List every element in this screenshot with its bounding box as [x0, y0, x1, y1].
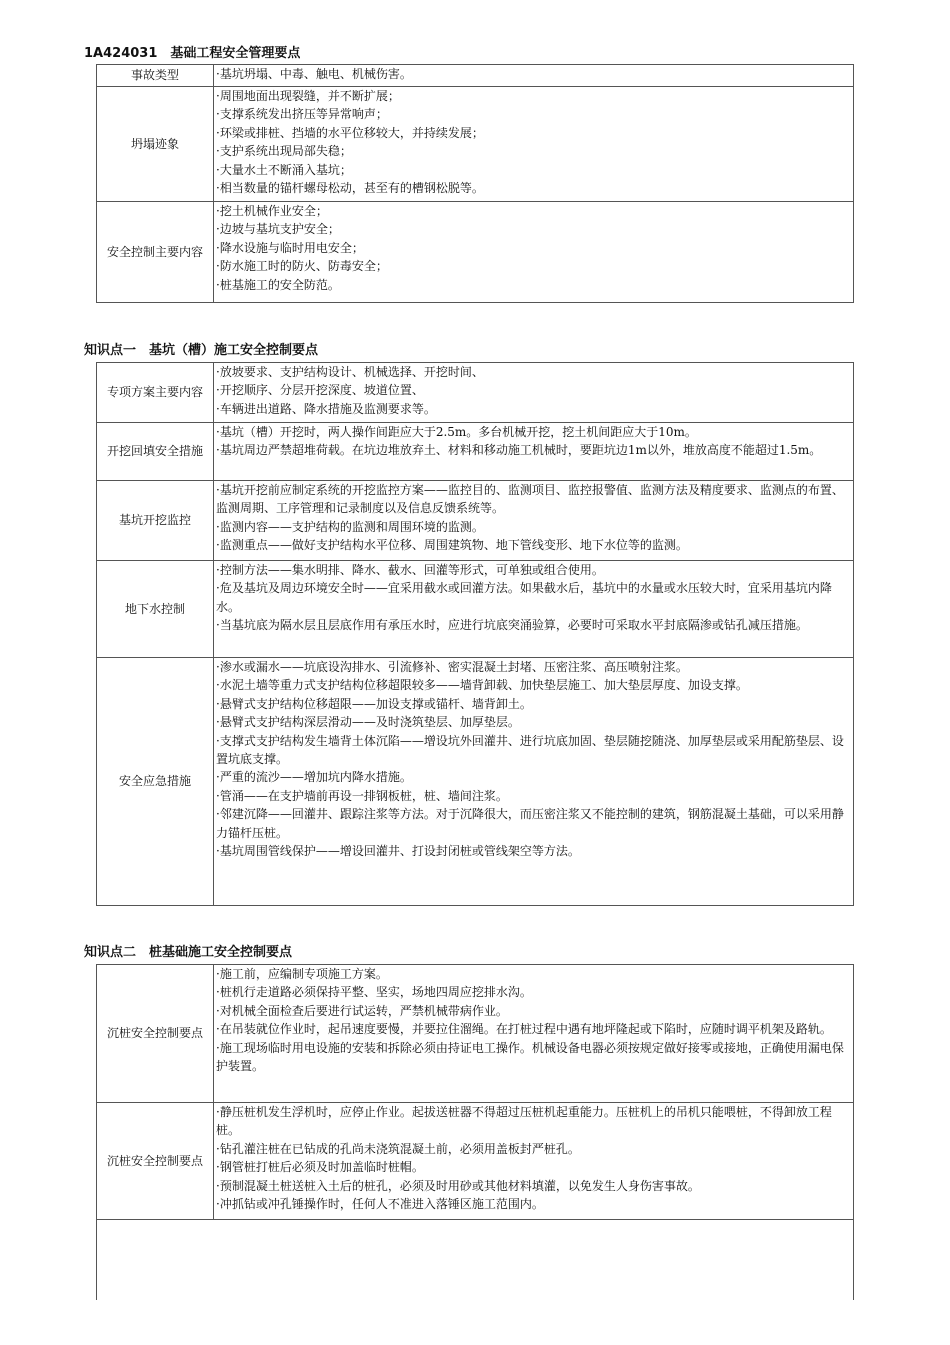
- section2-title: 知识点一 基坑（槽）施工安全控制要点: [84, 343, 319, 358]
- table-row: [97, 1103, 854, 1220]
- row-label: 地下水控制: [97, 561, 214, 658]
- table-row: [97, 202, 854, 303]
- content-line: ·桩基施工的安全防范。: [216, 277, 340, 292]
- content-line: ·施工现场临时用电设施的安装和拆除必须由持证电工操作。机械设备电器必须按规定做好接零或接地，正确使用漏电保护装置。: [216, 1040, 844, 1074]
- table-row: [97, 363, 854, 423]
- row-content: [214, 87, 854, 202]
- content-line: ·水泥土墙等重力式支护结构位移超限较多——墙背卸载、加快垫层施工、加大垫层厚度、加设支撑。: [216, 678, 748, 693]
- row-content: [214, 202, 854, 303]
- content-line: ·大量水土不断涌入基坑；: [216, 162, 352, 177]
- table-row: [97, 423, 854, 481]
- content-line: ·降水设施与临时用电安全；: [216, 240, 364, 255]
- content-line: ·环梁或排桩、挡墙的水平位移较大，并持续发展；: [216, 125, 484, 140]
- content-line: ·车辆进出道路、降水措施及监测要求等。: [216, 401, 436, 416]
- row-content: [214, 481, 854, 561]
- table-row: [97, 561, 854, 658]
- content-line: ·当基坑底为隔水层且层底作用有承压水时，应进行坑底突涌验算，必要时可采取水平封底隔渗或钻孔减压措施。: [216, 618, 808, 633]
- content-line: ·邻建沉降——回灌井、跟踪注浆等方法。对于沉降很大，而压密注浆又不能控制的建筑，钢筋混凝土基础，可以采用静力锚杆压桩。: [216, 807, 844, 840]
- content-line: ·基坑开挖前应制定系统的开挖监控方案——监控目的、监测项目、监控报警值、监测方法及精度要求、监测点的布置、监测周期、工序管理和记录制度以及信息反馈系统等。: [216, 483, 844, 516]
- blank-trailing-area: [96, 1220, 854, 1300]
- row-content: [214, 363, 854, 423]
- table-row: [97, 965, 854, 1103]
- row-label: 专项方案主要内容: [97, 363, 214, 423]
- row-label: 沉桩安全控制要点: [97, 965, 214, 1103]
- section3-title: 知识点二 桩基础施工安全控制要点: [84, 945, 293, 960]
- table-row: [97, 65, 854, 87]
- row-label: 沉桩安全控制要点: [97, 1103, 214, 1220]
- content-line: ·施工前，应编制专项施工方案。: [216, 967, 388, 981]
- content-line: ·放坡要求、支护结构设计、机械选择、开挖时间、: [216, 365, 484, 379]
- content-line: ·桩机行走道路必须保持平整、坚实，场地四周应挖排水沟。: [216, 985, 532, 1000]
- row-content: [214, 658, 854, 906]
- content-line: ·支撑系统发出挤压等异常响声；: [216, 107, 388, 122]
- safety-management-table: [96, 64, 854, 303]
- content-line: ·冲抓钻或冲孔锤操作时，任何人不准进入落锤区施工范围内。: [216, 1197, 544, 1212]
- content-line: ·悬臂式支护结构深层滑动——及时浇筑垫层、加厚垫层。: [216, 715, 520, 730]
- table-row: [97, 87, 854, 202]
- content-line: ·在吊装就位作业时，起吊速度要慢，并要拉住溜绳。在打桩过程中遇有地坪隆起或下陷时，应随时调平机架及路轨。: [216, 1022, 832, 1037]
- content-line: ·基坑（槽）开挖时，两人操作间距应大于2.5m。多台机械开挖，挖土机间距应大于10m。: [216, 425, 697, 439]
- content-line: ·悬臂式支护结构位移超限——加设支撑或锚杆、墙背卸土。: [216, 696, 532, 711]
- content-line: ·支撑式支护结构发生墙背土体沉陷——增设坑外回灌井、进行坑底加固、垫层随挖随浇、加厚垫层或采用配筋垫层、设置坑底支撑。: [216, 733, 844, 767]
- content-line: ·边坡与基坑支护安全；: [216, 222, 340, 237]
- content-line: ·渗水或漏水——坑底设沟排水、引流修补、密实混凝土封堵、压密注浆、高压喷射注浆。: [216, 660, 688, 674]
- row-content: [214, 423, 854, 481]
- row-content: [214, 965, 854, 1103]
- excavation-safety-table: [96, 362, 854, 906]
- content-line: ·控制方法——集水明排、降水、截水、回灌等形式，可单独或组合使用。: [216, 563, 604, 577]
- row-content: [214, 1103, 854, 1220]
- row-label: 基坑开挖监控: [97, 481, 214, 561]
- row-label: 安全应急措施: [97, 658, 214, 906]
- table-row: [97, 658, 854, 906]
- section2-table-wrap: [96, 362, 854, 906]
- content-line: ·基坑周边严禁超堆荷载。在坑边堆放弃土、材料和移动施工机械时，要距坑边1m以外，堆放高度不能超过1.5m。: [216, 443, 822, 458]
- row-label: 开挖回填安全措施: [97, 423, 214, 481]
- row-content: [214, 561, 854, 658]
- content-line: ·危及基坑及周边环境安全时——宜采用截水或回灌方法。如果截水后，基坑中的水量或水压较大时，宜采用基坑内降水。: [216, 581, 832, 614]
- content-line: ·严重的流沙——增加坑内降水措施。: [216, 770, 412, 785]
- content-line: ·监测内容——支护结构的监测和周围环境的监测。: [216, 519, 484, 534]
- table-row: [97, 481, 854, 561]
- row-content: [214, 65, 854, 87]
- row-label: 安全控制主要内容: [97, 202, 214, 303]
- content-line: ·钻孔灌注桩在已钻成的孔尚未浇筑混凝土前，必须用盖板封严桩孔。: [216, 1141, 580, 1156]
- content-line: ·周围地面出现裂缝，并不断扩展；: [216, 89, 400, 103]
- section1-table-wrap: [96, 64, 854, 303]
- content-line: ·挖土机械作业安全；: [216, 204, 328, 218]
- content-line: ·预制混凝土桩送桩入土后的桩孔，必须及时用砂或其他材料填灌，以免发生人身伤害事故。: [216, 1178, 700, 1193]
- content-line: ·管涌——在支护墙前再设一排钢板桩，桩、墙间注浆。: [216, 788, 508, 803]
- content-line: ·监测重点——做好支护结构水平位移、周围建筑物、地下管线变形、地下水位等的监测。: [216, 538, 688, 553]
- content-line: ·静压桩机发生浮机时，应停止作业。起拔送桩器不得超过压桩机起重能力。压桩机上的吊机只能喂桩，不得卸放工程桩。: [216, 1105, 832, 1138]
- content-line: ·钢管桩打桩后必须及时加盖临时桩帽。: [216, 1160, 424, 1175]
- content-line: ·防水施工时的防火、防毒安全；: [216, 259, 388, 274]
- section1-title: 1A424031 基础工程安全管理要点: [84, 46, 301, 61]
- pile-foundation-table: [96, 964, 854, 1220]
- content-line: ·对机械全面检查后要进行试运转，严禁机械带病作业。: [216, 1003, 508, 1018]
- content-line: ·基坑坍塌、中毒、触电、机械伤害。: [216, 67, 412, 81]
- content-line: ·支护系统出现局部失稳；: [216, 144, 352, 159]
- row-label: 事故类型: [97, 65, 214, 87]
- content-line: ·开挖顺序、分层开挖深度、坡道位置、: [216, 383, 424, 398]
- row-label: 坍塌迹象: [97, 87, 214, 202]
- content-line: ·基坑周围管线保护——增设回灌井、打设封闭桩或管线架空等方法。: [216, 844, 580, 859]
- section3-table-wrap: [96, 964, 854, 1300]
- content-line: ·相当数量的锚杆螺母松动，甚至有的槽钢松脱等。: [216, 181, 484, 196]
